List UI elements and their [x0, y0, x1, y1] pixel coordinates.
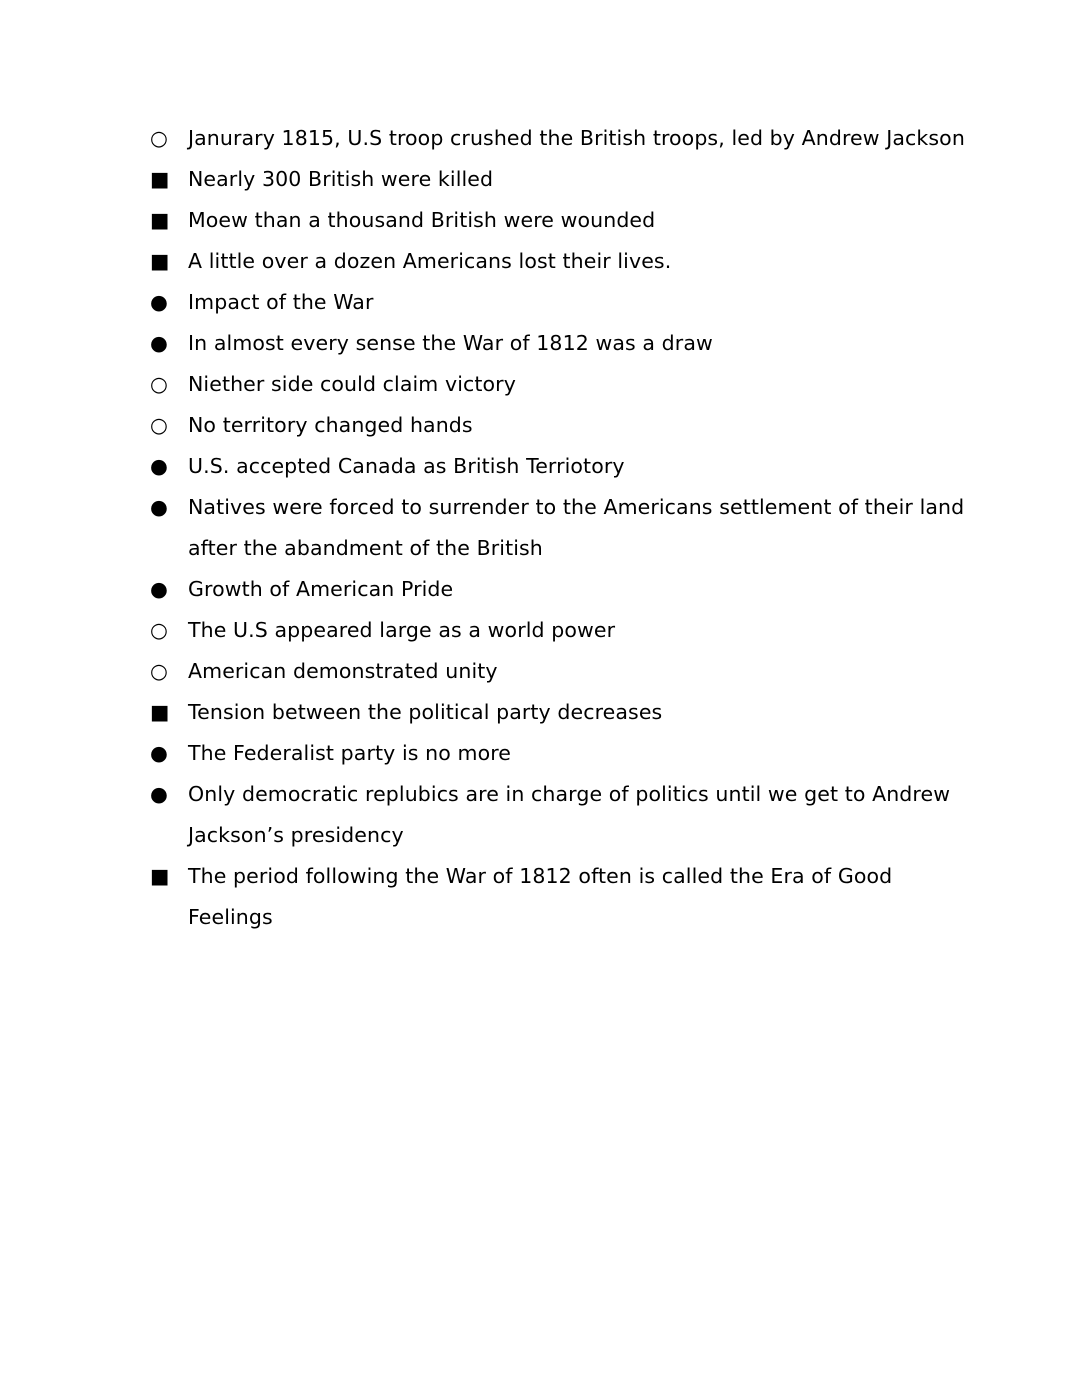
- disc-bullet-icon: ●: [150, 495, 168, 519]
- list-item: [150, 200, 970, 241]
- disc-bullet-icon: ●: [150, 290, 168, 314]
- list-item: [150, 733, 970, 774]
- list-item: [150, 159, 970, 200]
- list-item: [150, 446, 970, 487]
- list-item-text: A little over a dozen Americans lost their lives.: [188, 249, 672, 273]
- list-item-text: In almost every sense the War of 1812 was a draw: [188, 331, 713, 355]
- list-item-text: The Federalist party is no more: [188, 741, 512, 765]
- list-item-text: Only democratic replubics are in charge of politics until we get to Andrew Jackson’s presidency: [188, 782, 951, 847]
- list-item-text: Tension between the political party decreases: [188, 700, 663, 724]
- disc-bullet-icon: ●: [150, 577, 168, 601]
- list-item-text: Natives were forced to surrender to the Americans settlement of their land after the abandment of the British: [188, 495, 965, 560]
- list-item: [150, 323, 970, 364]
- list-item: [150, 692, 970, 733]
- list-item: [150, 856, 970, 938]
- disc-bullet-icon: ●: [150, 782, 168, 806]
- disc-bullet-icon: ●: [150, 454, 168, 478]
- list-item: [150, 282, 970, 323]
- list-item-text: The U.S appeared large as a world power: [188, 618, 616, 642]
- square-bullet-icon: ■: [150, 208, 170, 232]
- list-item: [150, 241, 970, 282]
- document-body: [150, 118, 970, 938]
- square-bullet-icon: ■: [150, 700, 170, 724]
- list-item: [150, 774, 970, 856]
- list-item-text: Moew than a thousand British were wounded: [188, 208, 656, 232]
- list-item: [150, 405, 970, 446]
- list-item: [150, 364, 970, 405]
- list-item-text: Impact of the War: [188, 290, 374, 314]
- square-bullet-icon: ■: [150, 864, 170, 888]
- list-item-text: Nearly 300 British were killed: [188, 167, 494, 191]
- list-item-text: U.S. accepted Canada as British Terriotory: [188, 454, 625, 478]
- outline-list: [150, 118, 970, 938]
- list-item: [150, 651, 970, 692]
- list-item-text: American demonstrated unity: [188, 659, 498, 683]
- list-item-text: Growth of American Pride: [188, 577, 454, 601]
- list-item: [150, 118, 970, 159]
- list-item-text: Niether side could claim victory: [188, 372, 516, 396]
- circle-bullet-icon: ○: [150, 372, 168, 396]
- list-item-text: No territory changed hands: [188, 413, 473, 437]
- circle-bullet-icon: ○: [150, 618, 168, 642]
- disc-bullet-icon: ●: [150, 331, 168, 355]
- square-bullet-icon: ■: [150, 249, 170, 273]
- circle-bullet-icon: ○: [150, 126, 168, 150]
- list-item-text: The period following the War of 1812 often is called the Era of Good Feelings: [188, 864, 893, 929]
- list-item: [150, 610, 970, 651]
- circle-bullet-icon: ○: [150, 659, 168, 683]
- square-bullet-icon: ■: [150, 167, 170, 191]
- circle-bullet-icon: ○: [150, 413, 168, 437]
- disc-bullet-icon: ●: [150, 741, 168, 765]
- list-item-text: Janurary 1815, U.S troop crushed the British troops, led by Andrew Jackson: [188, 126, 965, 150]
- list-item: [150, 569, 970, 610]
- list-item: [150, 487, 970, 569]
